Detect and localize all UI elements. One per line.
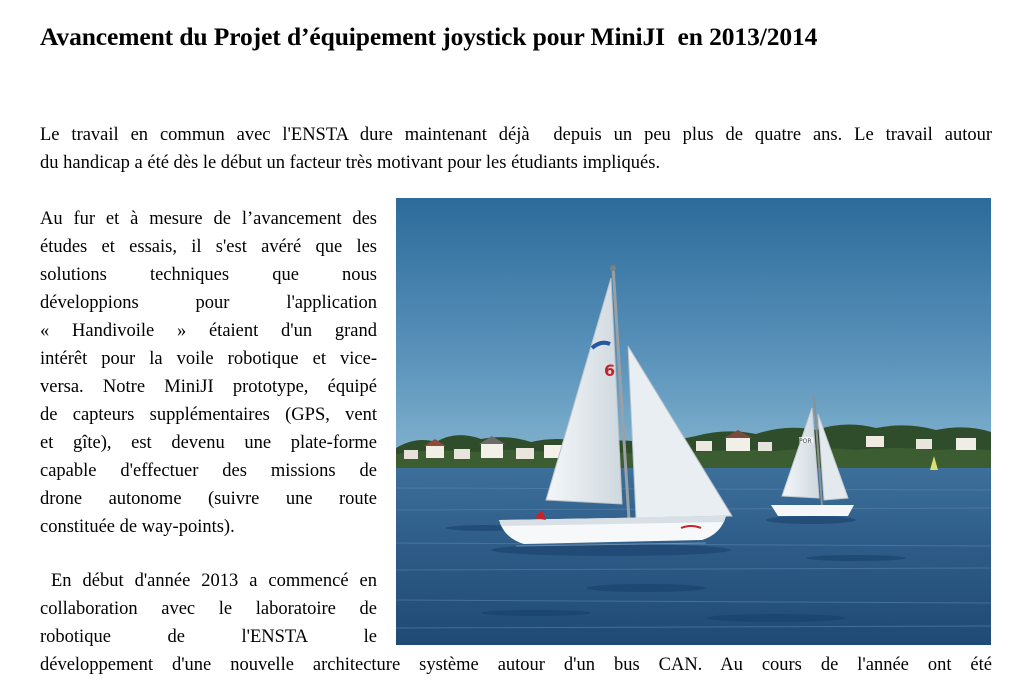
front-sail-number: 6 — [604, 361, 616, 380]
column-line: drone autonome (suivre une route — [40, 489, 377, 509]
bottom-line: développement d'une nouvelle architecture système autour d'un bus CAN. Au cours de l'année ont été — [40, 655, 992, 675]
column-line: solutions techniques que nous — [40, 265, 377, 285]
back-sail-number: POR — [799, 438, 812, 445]
column-line: Au fur et à mesure de l’avancement des — [40, 209, 377, 229]
column2-line: robotique de l'ENSTA le — [40, 627, 377, 647]
sailboats-photo — [396, 198, 991, 645]
column2-line: En début d'année 2013 a commencé en — [40, 571, 377, 591]
column-line: de capteurs supplémentaires (GPS, vent — [40, 405, 377, 425]
column-line: études et essais, il s'est avéré que les — [40, 237, 377, 257]
left-column-paragraph — [40, 205, 377, 541]
column-line: versa. Notre MiniJI prototype, équipé — [40, 377, 377, 397]
intro-line-2: du handicap a été dès le début un facteur très motivant pour les étudiants impliqués. — [40, 153, 661, 173]
column-line: capable d'effectuer des missions de — [40, 461, 377, 481]
left-column-paragraph-2 — [40, 567, 377, 651]
column-line: et gîte), est devenu une plate-forme — [40, 433, 377, 453]
column-line: « Handivoile » étaient d'un grand — [40, 321, 377, 341]
document-title: Avancement du Projet d’équipement joystick pour MiniJI en 2013/2014 — [40, 22, 818, 51]
intro-paragraph — [40, 121, 992, 177]
column-line: intérêt pour la voile robotique et vice- — [40, 349, 377, 369]
column2-line: collaboration avec le laboratoire de — [40, 599, 377, 619]
column-line: constituée de way-points). — [40, 517, 235, 537]
bottom-paragraph — [40, 651, 992, 679]
column-line: développions pour l'application — [40, 293, 377, 313]
intro-line-1: Le travail en commun avec l'ENSTA dure maintenant déjà depuis un peu plus de quatre ans. Le travail autour — [40, 125, 992, 145]
